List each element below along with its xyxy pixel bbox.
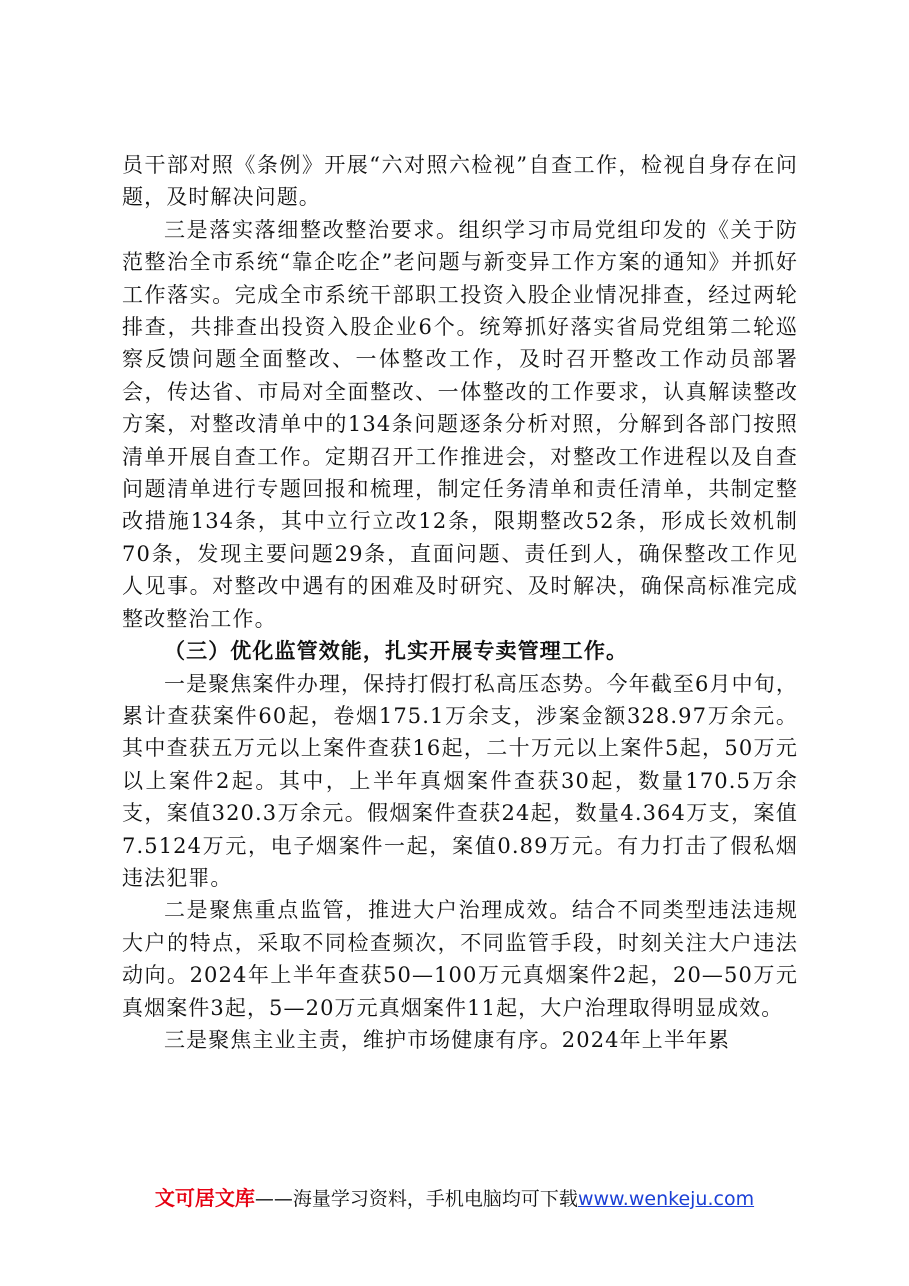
- document-body: [122, 149, 798, 1056]
- paragraph-main-responsibility: 三是聚焦主业主责，维护市场健康有序。2024年上半年累: [164, 1027, 731, 1052]
- paragraph-rectification: 三是落实落细整改整治要求。组织学习市局党组印发的《关于防范整治全市系统“靠企吃企”老问题与新变异工作方案的通知》并抓好工作落实。完成全市系统干部职工投资入股企业情况排查，经过两轮排查，共排查出投资入股企业6个。统筹抓好落实省局党组第二轮巡察反馈问题全面整改、一体整改工作，及时召开整改工作动员部署会，传达省、市局对全面整改、一体整改的工作要求，认真解读整改方案，对整改清单中的134条问题逐条分析对照，分解到各部门按照清单开展自查工作。定期召开工作推进会，对整改工作进程以及自查问题清单进行专题回报和梳理，制定任务清单和责任清单，共制定整改措施134条，其中立行立改12条，限期整改52条，形成长效机制70条，发现主要问题29条，直面问题、责任到人，确保整改工作见人见事。对整改中遇有的困难及时研究、及时解决，确保高标准完成整改整治工作。: [122, 217, 798, 631]
- footer-banner: [0, 1182, 909, 1211]
- footer-slogan: ——海量学习资料，手机电脑均可下载: [254, 1188, 578, 1210]
- footer-brand: 文可居文库: [154, 1186, 255, 1210]
- paragraph-key-supervision: 二是聚焦重点监管，推进大户治理成效。结合不同类型违法违规大户的特点，采取不同检查频次，不同监管手段，时刻关注大户违法动向。2024年上半年查获50—100万元真烟案件2起，20—50万元真烟案件3起，5—20万元真烟案件11起，大户治理取得明显成效。: [122, 898, 798, 1020]
- paragraph-case-handling: 一是聚焦案件办理，保持打假打私高压态势。今年截至6月中旬，累计查获案件60起，卷烟175.1万余支，涉案金额328.97万余元。其中查获五万元以上案件查获16起，二十万元以上案件5起，50万元以上案件2起。其中，上半年真烟案件查获30起，数量170.5万余支，案值320.3万余元。假烟案件查获24起，数量4.364万支，案值7.5124万元，电子烟案件一起，案值0.89万元。有力打击了假私烟违法犯罪。: [122, 671, 798, 890]
- section-heading: （三）优化监管效能，扎实开展专卖管理工作。: [164, 638, 629, 664]
- paragraph-continuation: 员干部对照《条例》开展“六对照六检视”自查工作，检视自身存在问题，及时解决问题。: [122, 153, 798, 210]
- footer-link[interactable]: www.wenkeju.com: [577, 1188, 755, 1210]
